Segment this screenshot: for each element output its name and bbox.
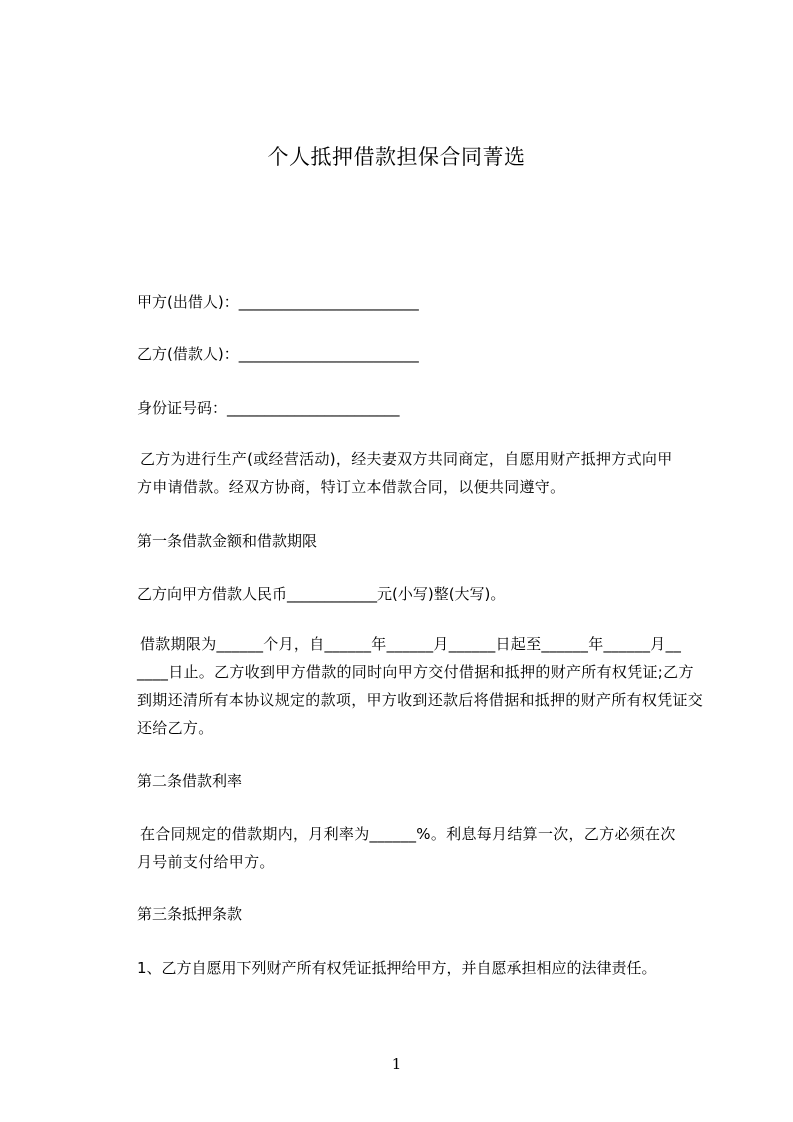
article-3-item-1: 1、乙方自愿用下列财产所有权凭证抵押给甲方，并自愿承担相应的法律责任。: [137, 959, 657, 977]
id-number-line: 身份证号码：_______________________: [137, 399, 400, 417]
article-2-paragraph: [137, 820, 702, 876]
party-b-line: 乙方(借款人)：________________________: [137, 345, 419, 363]
article-2-line-1: 在合同规定的借款期内，月利率为______%。利息每月结算一次，乙方必须在次: [140, 825, 676, 843]
party-a-line: 甲方(出借人)：________________________: [137, 293, 419, 311]
article-1-term-line-4: 还给乙方。: [137, 719, 214, 737]
article-1-term-line-3: 到期还清所有本协议规定的款项，甲方收到还款后将借据和抵押的财产所有权凭证交: [137, 691, 704, 709]
intro-line-1: 乙方为进行生产(或经营活动)，经夫妻双方共同商定，自愿用财产抵押方式向甲: [140, 450, 673, 468]
article-1-term-line-1: 借款期限为______个月，自______年______月______日起至______年______月__: [140, 635, 682, 653]
article-2-title: 第二条借款利率: [137, 772, 243, 790]
article-1-amount: 乙方向甲方借款人民币____________元(小写)整(大写)。: [137, 585, 506, 603]
document-title: 个人抵押借款担保合同菁选: [267, 145, 526, 169]
intro-paragraph: [137, 445, 702, 501]
article-1-term-line-2: ____日止。乙方收到甲方借款的同时向甲方交付借据和抵押的财产所有权凭证;乙方: [137, 663, 694, 681]
article-2-line-2: 月号前支付给甲方。: [137, 853, 275, 871]
article-1-term-paragraph: [137, 630, 702, 742]
intro-line-2: 方申请借款。经双方协商，特订立本借款合同，以便共同遵守。: [137, 478, 566, 496]
page-number: 1: [391, 1055, 402, 1073]
article-3-title: 第三条抵押条款: [137, 905, 243, 923]
article-1-title: 第一条借款金额和借款期限: [137, 532, 318, 550]
